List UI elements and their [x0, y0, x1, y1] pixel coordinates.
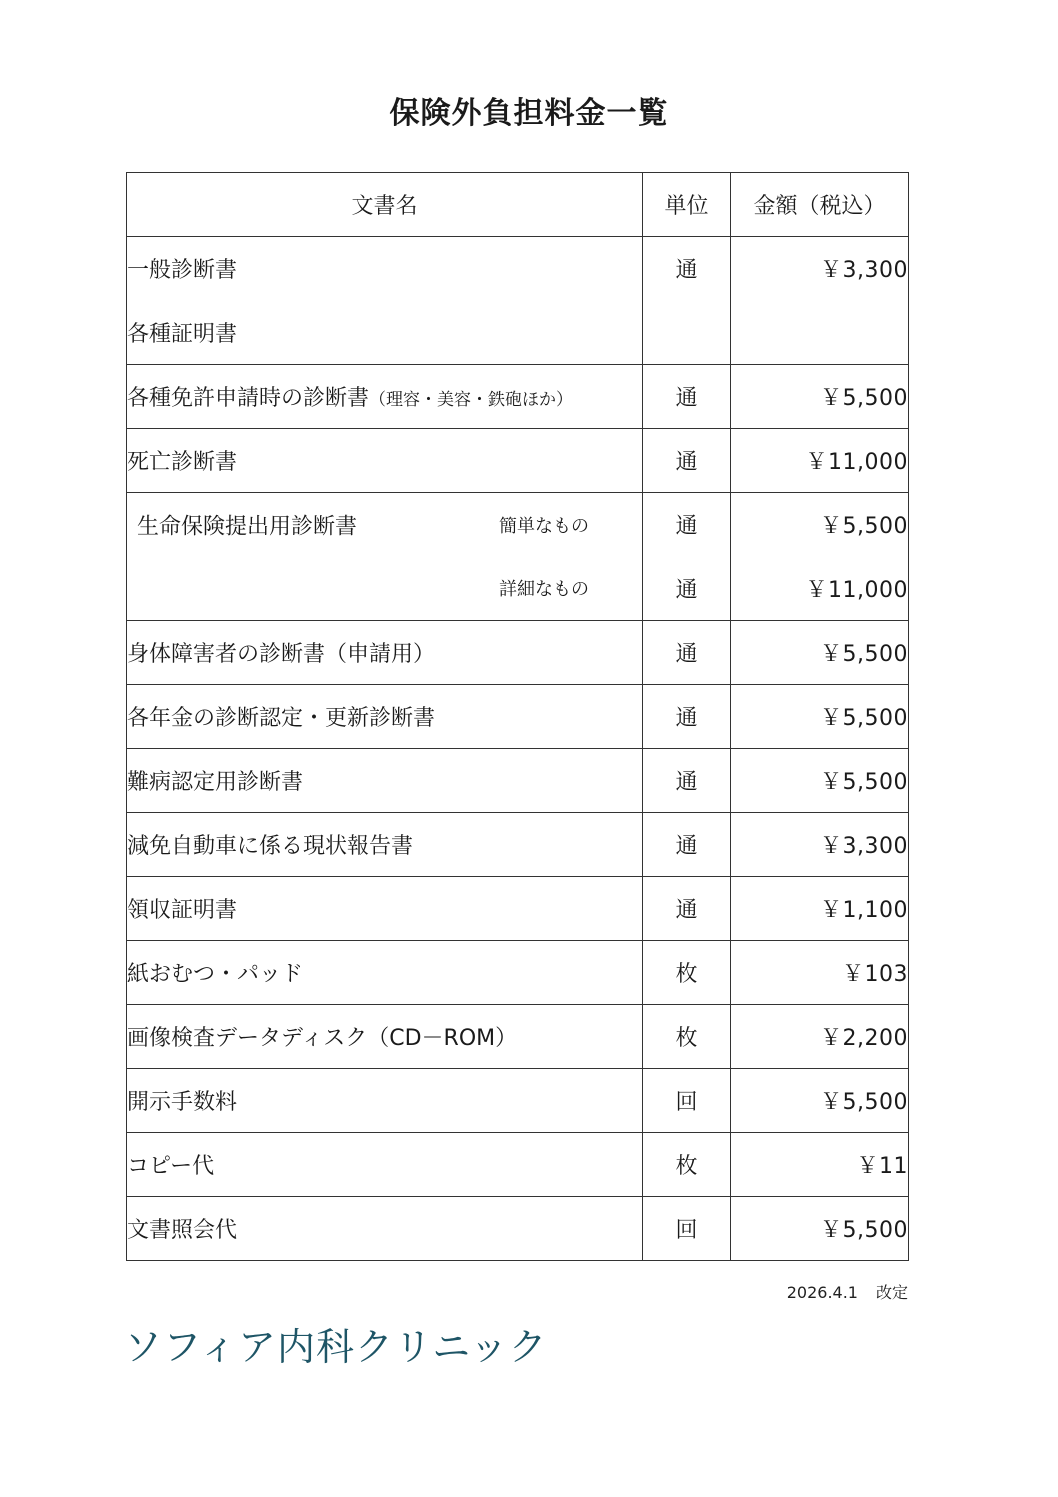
- row-unit: 通: [643, 365, 731, 429]
- row-name-with-sub: [127, 557, 643, 621]
- row-name: 画像検査データディスク（CD－ROM）: [127, 1005, 643, 1069]
- row-name: 開示手数料: [127, 1069, 643, 1133]
- row-unit: 通: [643, 813, 731, 877]
- row-name: 減免自動車に係る現状報告書: [127, 813, 643, 877]
- table-row: [127, 1197, 909, 1261]
- row-name: 難病認定用診断書: [127, 749, 643, 813]
- table-row: [127, 877, 909, 941]
- revision-label: 改定: [875, 1283, 908, 1302]
- row-price: ￥3,300: [731, 813, 909, 877]
- row-name: コピー代: [127, 1133, 643, 1197]
- row-price: ￥5,500: [731, 365, 909, 429]
- row-price: ￥5,500: [731, 621, 909, 685]
- row-name: 死亡診断書: [127, 429, 643, 493]
- row-unit: 通: [643, 429, 731, 493]
- row-price: ￥1,100: [731, 877, 909, 941]
- revision-date: 2026.4.1: [786, 1283, 858, 1302]
- row-price: ￥103: [731, 941, 909, 1005]
- row-unit: 枚: [643, 1005, 731, 1069]
- row-name: 紙おむつ・パッド: [127, 941, 643, 1005]
- row-price: ￥5,500: [731, 685, 909, 749]
- row-name: 領収証明書: [127, 877, 643, 941]
- table-row: [127, 621, 909, 685]
- row-price: ￥5,500: [731, 749, 909, 813]
- table-row: [127, 301, 909, 365]
- row-price: ￥5,500: [731, 1197, 909, 1261]
- header-document-name: 文書名: [127, 173, 643, 237]
- table-row: [127, 1005, 909, 1069]
- row-price: ￥5,500: [731, 1069, 909, 1133]
- row-unit: 通: [643, 749, 731, 813]
- clinic-logo-text: ソフィア内科クリニック: [124, 1325, 548, 1369]
- row-price: ￥5,500: [731, 493, 909, 557]
- row-name: 生命保険提出用診断書: [137, 514, 358, 540]
- row-unit: 枚: [643, 1133, 731, 1197]
- row-note: （理容・美容・鉄砲ほか）: [369, 390, 574, 410]
- row-name: 各種証明書: [127, 301, 643, 365]
- row-unit: 回: [643, 1069, 731, 1133]
- row-unit: 通: [643, 493, 731, 557]
- row-unit: 通: [643, 621, 731, 685]
- row-unit: 枚: [643, 941, 731, 1005]
- row-name: 一般診断書: [127, 237, 643, 301]
- fee-table: [126, 172, 909, 1261]
- page-title: 保険外負担料金一覧: [389, 96, 669, 131]
- table-row: [127, 685, 909, 749]
- table-row: [127, 365, 909, 429]
- row-unit: [643, 301, 731, 365]
- header-price: 金額（税込）: [731, 173, 909, 237]
- table-row: [127, 749, 909, 813]
- table-row: [127, 1133, 909, 1197]
- row-price: ￥11,000: [731, 557, 909, 621]
- row-name: 各種免許申請時の診断書: [127, 386, 370, 411]
- table-row: [127, 493, 909, 557]
- table-row: [127, 1069, 909, 1133]
- table-row: [127, 941, 909, 1005]
- row-price: ￥11,000: [731, 429, 909, 493]
- row-name-with-note: [127, 365, 643, 429]
- row-unit: 通: [643, 237, 731, 301]
- row-name-with-sub: [127, 493, 643, 557]
- table-header-row: [127, 173, 909, 237]
- row-subtype: 簡単なもの: [499, 515, 589, 537]
- row-unit: 通: [643, 557, 731, 621]
- row-name: 各年金の診断認定・更新診断書: [127, 685, 643, 749]
- table-row: [127, 813, 909, 877]
- row-price: ￥11: [731, 1133, 909, 1197]
- row-unit: 通: [643, 877, 731, 941]
- row-name: 身体障害者の診断書（申請用）: [127, 621, 643, 685]
- row-price: ￥3,300: [731, 237, 909, 301]
- revision-note: [787, 1280, 908, 1303]
- row-subtype: 詳細なもの: [499, 579, 589, 601]
- row-name: 文書照会代: [127, 1197, 643, 1261]
- row-unit: 通: [643, 685, 731, 749]
- row-price: ￥2,200: [731, 1005, 909, 1069]
- table-row: [127, 429, 909, 493]
- row-unit: 回: [643, 1197, 731, 1261]
- table-row: [127, 237, 909, 301]
- table-row: [127, 557, 909, 621]
- header-unit: 単位: [643, 173, 731, 237]
- row-price: [731, 301, 909, 365]
